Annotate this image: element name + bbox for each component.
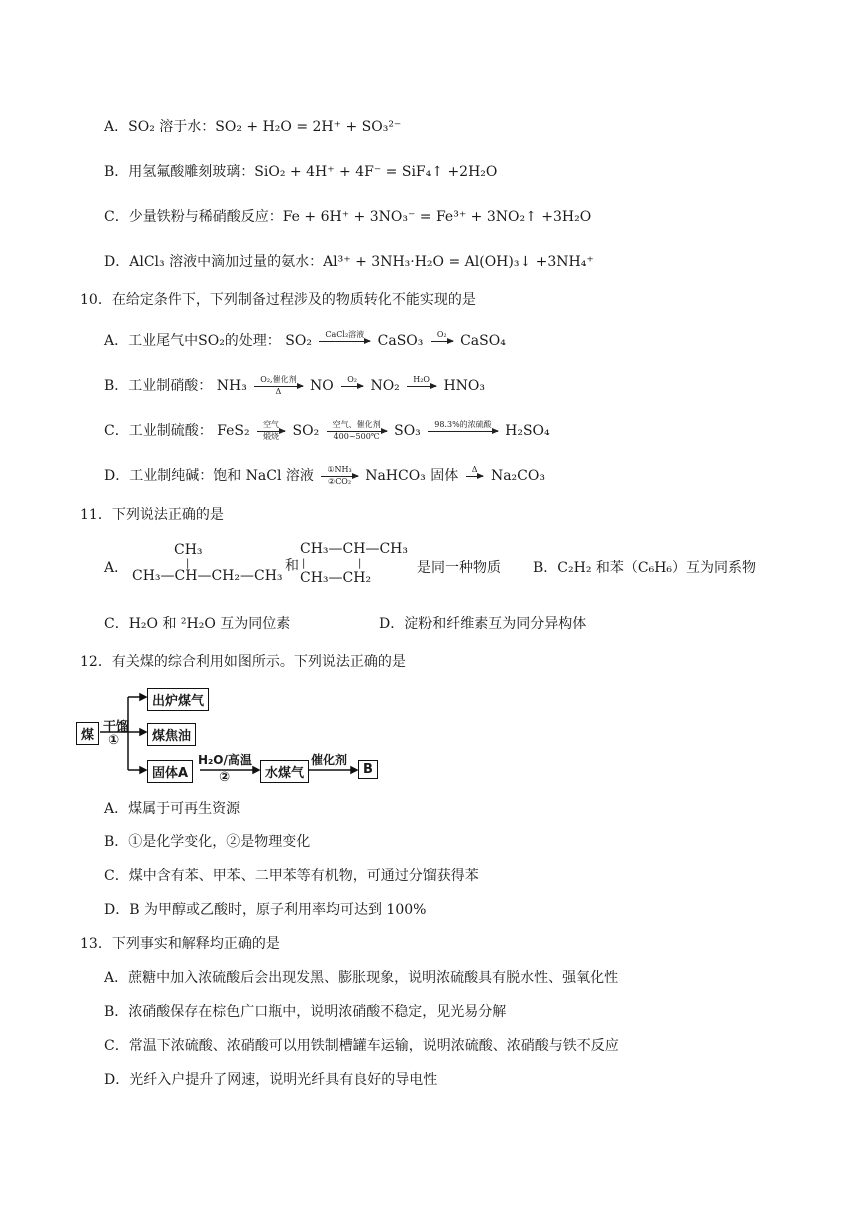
q11-stem: 11．下列说法正确的是	[80, 507, 224, 523]
q13-option-c: C．常温下浓硫酸、浓硝酸可以用铁制槽罐车运输，说明浓硫酸、浓硝酸与铁不反应	[104, 1038, 619, 1054]
reaction-arrow: H₂O	[407, 375, 436, 397]
reaction-arrow: 空气 煅烧	[257, 420, 285, 442]
q11-option-d: D．淀粉和纤维素互为同分异构体	[379, 616, 587, 632]
q12-option-a: A．煤属于可再生资源	[104, 801, 241, 817]
q10-option-d: D．工业制纯碱：饱和 NaCl 溶液 $\frac{\text{①NH₃}}{\text{②CO₂}}$ NaHCO₃ 固体 Δ Na₂CO₃	[104, 465, 545, 486]
q9-option-c: C．少量铁粉与稀硝酸反应：Fe + 6H⁺ + 3NO₃⁻ = Fe³⁺ + 3NO₂↑ +3H₂O	[104, 209, 592, 225]
reaction-arrow: 空气、催化剂 400~500℃	[327, 420, 387, 442]
q10-stem: 10．在给定条件下，下列制备过程涉及的物质转化不能实现的是	[80, 292, 476, 308]
structure-2-top: CH₃—CH—CH₃	[300, 541, 408, 557]
q10-option-a: A．工业尾气中SO₂的处理： SO₂ CaCl₂溶液 CaSO₃ O₂ CaSO₄	[104, 330, 506, 352]
flow-coal-box: 煤	[76, 722, 99, 745]
q11-option-a-suffix: 是同一种物质	[417, 560, 501, 576]
q13-option-a: A．蔗糖中加入浓硫酸后会出现发黑、膨胀现象，说明浓硫酸具有脱水性、强氧化性	[104, 970, 619, 986]
reaction-arrow: Δ	[466, 465, 484, 487]
structure-2-bond-left: |	[302, 558, 306, 569]
q12-option-d: D．B 为甲醇或乙酸时，原子利用率均可达到 100%	[104, 902, 427, 918]
q9-option-d: D．AlCl₃ 溶液中滴加过量的氨水：Al³⁺ + 3NH₃·H₂O = Al(OH)₃↓ +3NH₄⁺	[104, 254, 594, 270]
q11-option-a-letter: A．	[104, 560, 129, 576]
reaction-arrow: O₂	[431, 330, 453, 352]
flow-water-gas-box: 水煤气	[260, 760, 309, 783]
flow-solid-a-box: 固体A	[147, 760, 193, 783]
flow-b-box: B	[358, 760, 378, 779]
q13-stem: 13．下列事实和解释均正确的是	[80, 936, 280, 952]
q12-option-c: C．煤中含有苯、甲苯、二甲苯等有机物，可通过分馏获得苯	[104, 868, 479, 884]
reaction-arrow: O₂,催化剂 Δ	[254, 375, 302, 397]
q12-stem: 12．有关煤的综合利用如图所示。下列说法正确的是	[80, 654, 406, 670]
structure-2-bond-right: |	[358, 558, 362, 569]
flow-dry-distillation-label: 干馏	[103, 720, 130, 735]
flow-condition-label: H₂O/高温	[198, 753, 252, 767]
reaction-arrow: 98.3%的浓硫酸	[428, 420, 497, 442]
q11-and: 和	[285, 558, 299, 574]
structure-1-main: CH₃—CH—CH₂—CH₃	[132, 568, 283, 584]
structure-2-bottom: CH₃—CH₂	[300, 570, 372, 586]
structure-1-branch: CH₃	[174, 542, 203, 558]
q13-option-b: B．浓硝酸保存在棕色广口瓶中，说明浓硝酸不稳定，见光易分解	[104, 1004, 507, 1020]
structure-1-bond: |	[186, 558, 190, 569]
q12-option-b: B．①是化学变化，②是物理变化	[104, 834, 311, 850]
q9-option-b: B．用氢氟酸雕刻玻璃：SiO₂ + 4H⁺ + 4F⁻ = SiF₄↑ +2H₂O	[104, 164, 498, 180]
flow-step-2-label: ②	[219, 770, 231, 785]
q13-option-d: D．光纤入户提升了网速，说明光纤具有良好的导电性	[104, 1072, 438, 1088]
flow-catalyst-label: 催化剂	[311, 753, 348, 767]
q10-option-c: C．工业制硫酸： FeS₂ 空气 煅烧 SO₂ 空气、催化剂 400~500℃ SO₃ 98.3%的浓硫酸 H₂SO₄	[104, 420, 550, 441]
reaction-arrow: O₂	[341, 375, 363, 397]
q11-option-b: B．C₂H₂ 和苯（C₆H₆）互为同系物	[533, 560, 757, 576]
q9-option-a: A．SO₂ 溶于水：SO₂ + H₂O = 2H⁺ + SO₃²⁻	[104, 119, 402, 135]
q11-option-c: C．H₂O 和 ²H₂O 互为同位素	[104, 616, 291, 632]
flow-step-1-label: ①	[108, 733, 120, 748]
q10-option-b: B．工业制硝酸： NH₃ O₂,催化剂 Δ NO O₂ NO₂ H₂O HNO₃	[104, 375, 486, 396]
reaction-arrow: CaCl₂溶液	[319, 330, 370, 352]
flow-coke-oven-gas-box: 出炉煤气	[147, 688, 209, 711]
reaction-arrow: $\frac{\text{①NH₃}}{\text{②CO₂}}$	[321, 465, 357, 487]
flow-coal-tar-box: 煤焦油	[147, 723, 196, 746]
